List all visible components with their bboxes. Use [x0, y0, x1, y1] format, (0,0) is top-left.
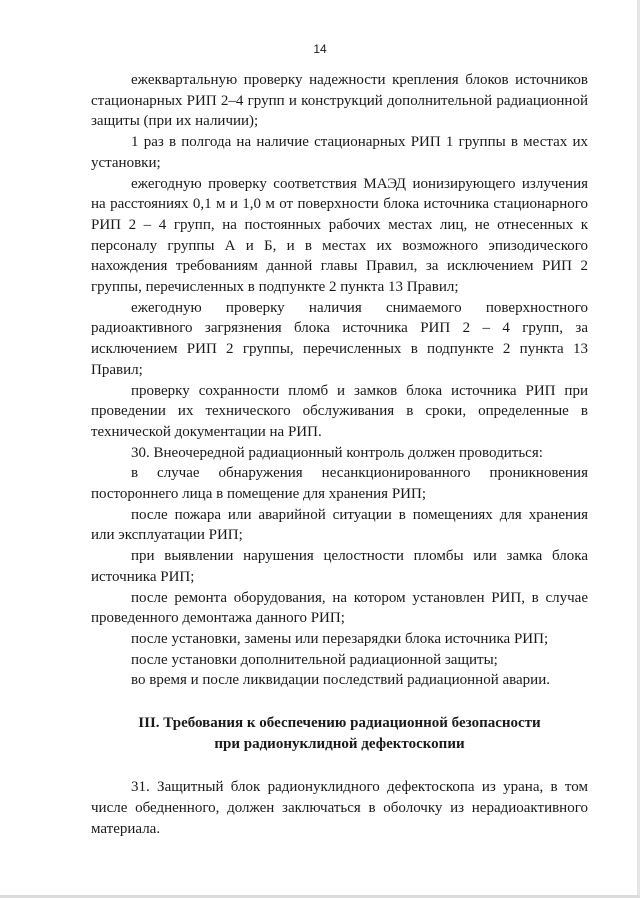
- paragraph-after-fire: после пожара или аварийной ситуации в помещениях для хранения или эксплуатации РИП;: [91, 506, 588, 544]
- paragraph-seal-check: проверку сохранности пломб и замков блока источника РИП при проведении их технического обслуживания в сроки, определенные в технической документации на РИП.: [91, 382, 588, 440]
- paragraph-additional-shielding: после установки дополнительной радиационной защиты;: [131, 651, 498, 668]
- paragraph-after-repair: после ремонта оборудования, на котором установлен РИП, в случае проведенного демонтажа данного РИП;: [91, 589, 588, 627]
- paragraph-annual-dose-rate-check: ежегодную проверку соответствия МАЭД ионизирующего излучения на расстояниях 0,1 м и 1,0 м от поверхности блока источника стационарного РИП 2 – 4 групп, на постоянных рабочих местах лиц, не отнесенных к персоналу группы А и Б, и в местах их возможного эпизодического нахождения требованиям данной главы Правил, за исключением РИП 2 группы, перечисленных в подпункте 2 пункта 13 Правил;: [91, 175, 588, 296]
- paragraph-accident: во время и после ликвидации последствий радиационной аварии.: [131, 672, 550, 689]
- paragraph-annual-contamination-check: ежегодную проверку наличия снимаемого поверхностного радиоактивного загрязнения блока источника РИП 2 – 4 групп, за исключением РИП 2 группы, перечисленных в подпункте 2 пункта 13 Правил;: [91, 299, 588, 378]
- paragraph-clause-31: 31. Защитный блок радионуклидного дефектоскопа из урана, в том числе обедненного, должен заключаться в оболочку из нерадиоактивного материала.: [91, 779, 588, 837]
- section-heading: [91, 713, 588, 755]
- paragraph-after-install: после установки, замены или перезарядки блока источника РИП;: [131, 630, 549, 647]
- paragraph-semiannual-check: 1 раз в полгода на наличие стационарных РИП 1 группы в местах их установки;: [91, 134, 588, 171]
- section-heading-line-1: III. Требования к обеспечению радиационной безопасности: [138, 715, 541, 732]
- page-number: 14: [313, 42, 327, 56]
- paragraph-clause-30: 30. Внеочередной радиационный контроль должен проводиться:: [131, 444, 543, 461]
- section-heading-line-2: при радионуклидной дефектоскопии: [214, 736, 465, 753]
- paragraph-seal-violation: при выявлении нарушения целостности пломбы или замка блока источника РИП;: [91, 548, 588, 585]
- document-body: [91, 70, 588, 839]
- paragraph-quarterly-check: ежеквартальную проверку надежности крепления блоков источников стационарных РИП 2–4 групп и конструкций дополнительной радиационной защиты (при их наличии);: [91, 72, 588, 130]
- paragraph-unauthorized-entry: в случае обнаружения несанкционированного проникновения постороннего лица в помещение для хранения РИП;: [91, 465, 588, 503]
